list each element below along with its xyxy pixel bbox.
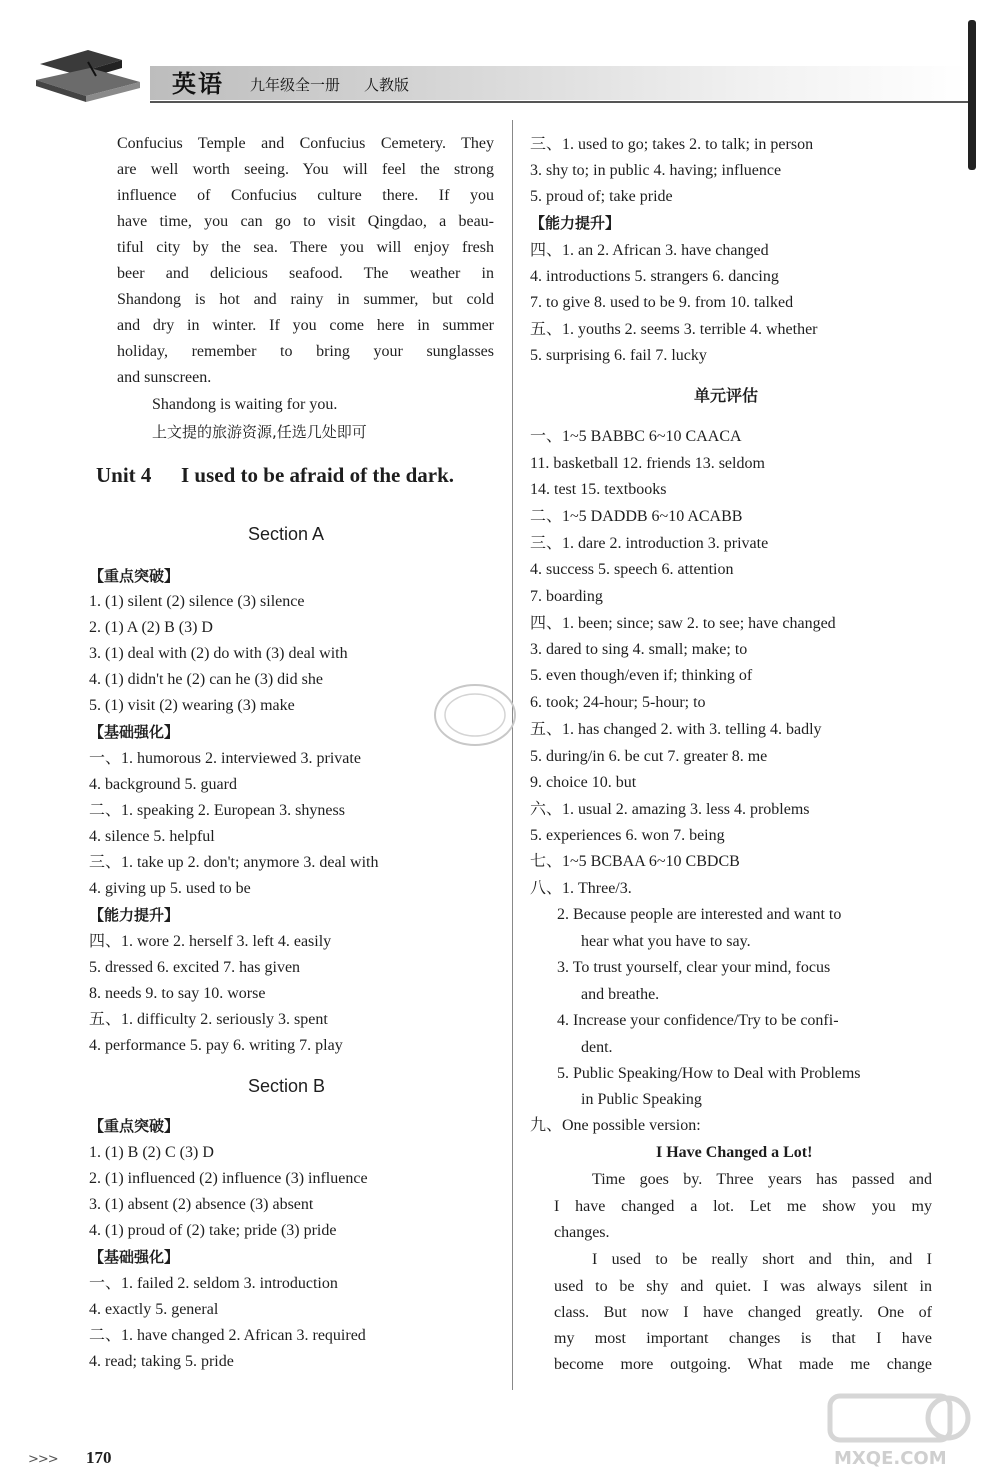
header-grade: 九年级全一册 — [250, 76, 341, 94]
answer-line: 4. exactly 5. general — [89, 1301, 219, 1318]
stamp-icon — [432, 680, 518, 750]
answer-line: 四、1. wore 2. herself 3. left 4. easily — [89, 933, 332, 950]
answer-line: 5. (1) visit (2) wearing (3) make — [89, 697, 295, 714]
paragraph-line: tiful city by the sea. There you will enjoy fresh — [117, 239, 494, 256]
answer-line: 4. introductions 5. strangers 6. dancing — [530, 268, 779, 285]
answer-line: 5. experiences 6. won 7. being — [530, 827, 725, 844]
answer-line: 2. Because people are interested and want to — [557, 906, 842, 923]
answer-line: 1. (1) B (2) C (3) D — [89, 1144, 214, 1161]
tag-basic: 【基础强化】 — [89, 1248, 180, 1266]
tag-basic: 【基础强化】 — [89, 723, 180, 741]
essay-line: I have changed a lot. Let me show you my — [554, 1198, 932, 1215]
header-subject: 英语 — [172, 70, 224, 98]
answer-line: 三、1. used to go; takes 2. to talk; in person — [530, 136, 814, 153]
answer-line: 1. (1) silent (2) silence (3) silence — [89, 593, 305, 610]
paragraph-line: are well worth seeing. You will feel the strong — [117, 161, 494, 178]
tag-ability: 【能力提升】 — [530, 214, 621, 232]
answer-line: 4. performance 5. pay 6. writing 7. play — [89, 1037, 343, 1054]
header-edition: 人教版 — [364, 76, 410, 94]
answer-line: 2. (1) A (2) B (3) D — [89, 619, 213, 636]
answer-line: 九、One possible version: — [530, 1117, 701, 1134]
answer-line: in Public Speaking — [581, 1091, 702, 1108]
answer-line: 7. boarding — [530, 588, 603, 605]
paragraph-line: beer and delicious seafood. The weather in — [117, 265, 494, 282]
answer-line: 一、1. failed 2. seldom 3. introduction — [89, 1275, 338, 1292]
answer-line: 八、1. Three/3. — [530, 880, 632, 897]
essay-title: I Have Changed a Lot! — [656, 1144, 813, 1161]
tag-ability: 【能力提升】 — [89, 906, 180, 924]
paragraph-closing: Shandong is waiting for you. — [152, 396, 338, 413]
answer-line: 三、1. take up 2. don't; anymore 3. deal with — [89, 854, 379, 871]
page-arrows-icon: >>> — [28, 1452, 58, 1467]
watermark-logo-icon — [826, 1392, 976, 1472]
unit-title: I used to be afraid of the dark. — [181, 463, 455, 487]
textbook-logo-icon — [30, 42, 160, 102]
answer-line: 5. even though/even if; thinking of — [530, 667, 753, 684]
answer-line: 5. Public Speaking/How to Deal with Problems — [557, 1065, 861, 1082]
essay-line: Time goes by. Three years has passed and — [592, 1171, 932, 1188]
svg-text:MXQE.COM: MXQE.COM — [834, 1448, 947, 1469]
answer-line: 8. needs 9. to say 10. worse — [89, 985, 266, 1002]
answer-line: 11. basketball 12. friends 13. seldom — [530, 455, 765, 472]
page-edge-mark — [968, 20, 976, 170]
essay-line: I used to be really short and thin, and I — [592, 1251, 932, 1268]
answer-line: 7. to give 8. used to be 9. from 10. talked — [530, 294, 794, 311]
section-b-heading: Section B — [248, 1076, 326, 1096]
essay-line: my most important changes is that I have — [554, 1330, 932, 1347]
answer-line: 四、1. been; since; saw 2. to see; have changed — [530, 615, 836, 632]
answer-line: and breathe. — [581, 986, 660, 1003]
answer-line: 四、1. an 2. African 3. have changed — [530, 242, 769, 259]
answer-line: 3. To trust yourself, clear your mind, focus — [557, 959, 831, 976]
paragraph-line: holiday, remember to bring your sunglasses — [117, 343, 494, 360]
tag-key-points: 【重点突破】 — [89, 567, 180, 585]
answer-line: 4. silence 5. helpful — [89, 828, 215, 845]
paragraph-line: and dry in winter. If you come here in summer — [117, 317, 494, 334]
answer-line: 5. proud of; take pride — [530, 188, 673, 205]
essay-line: changes. — [554, 1224, 610, 1241]
answer-line: 4. success 5. speech 6. attention — [530, 561, 734, 578]
answer-note: 上文提的旅游资源,任选几处即可 — [152, 423, 367, 441]
answer-line: 二、1. have changed 2. African 3. required — [89, 1327, 366, 1344]
answer-line: 6. took; 24-hour; 5-hour; to — [530, 694, 706, 711]
answer-line: 5. during/in 6. be cut 7. greater 8. me — [530, 748, 768, 765]
answer-line: 9. choice 10. but — [530, 774, 637, 791]
answer-line: 三、1. dare 2. introduction 3. private — [530, 535, 769, 552]
essay-line: become more outgoing. What made me change — [554, 1356, 932, 1373]
answer-line: 3. (1) deal with (2) do with (3) deal with — [89, 645, 348, 662]
column-divider — [512, 120, 513, 1390]
answer-line: 二、1~5 DADDB 6~10 ACABB — [530, 508, 743, 525]
answer-line: 3. dared to sing 4. small; make; to — [530, 641, 748, 658]
paragraph-line: have time, you can go to visit Qingdao, a beau- — [117, 213, 494, 230]
paragraph-line: and sunscreen. — [117, 369, 212, 386]
answer-line: 5. dressed 6. excited 7. has given — [89, 959, 301, 976]
answer-line: 3. (1) absent (2) absence (3) absent — [89, 1196, 314, 1213]
answer-line: 14. test 15. textbooks — [530, 481, 667, 498]
answer-line: 4. (1) didn't he (2) can he (3) did she — [89, 671, 323, 688]
answer-line: 4. (1) proud of (2) take; pride (3) pride — [89, 1222, 337, 1239]
answer-line: 七、1~5 BCBAA 6~10 CBDCB — [530, 853, 740, 870]
unit-label: Unit 4 — [96, 463, 152, 487]
answer-line: 2. (1) influenced (2) influence (3) influence — [89, 1170, 368, 1187]
answer-line: 3. shy to; in public 4. having; influence — [530, 162, 782, 179]
unit-evaluation-heading: 单元评估 — [694, 386, 759, 405]
answer-line: 4. background 5. guard — [89, 776, 237, 793]
answer-line: 一、1. humorous 2. interviewed 3. private — [89, 750, 361, 767]
paragraph-line: Confucius Temple and Confucius Cemetery. They — [117, 135, 494, 152]
answer-line: 二、1. speaking 2. European 3. shyness — [89, 802, 345, 819]
paragraph-line: Shandong is hot and rainy in summer, but cold — [117, 291, 494, 308]
answer-line: 五、1. has changed 2. with 3. telling 4. badly — [530, 721, 822, 738]
section-a-heading: Section A — [248, 524, 325, 544]
page-number: 170 — [86, 1448, 112, 1467]
answer-line: 一、1~5 BABBC 6~10 CAACA — [530, 428, 742, 445]
answer-line: 4. Increase your confidence/Try to be confi- — [557, 1012, 839, 1029]
answer-line: 4. read; taking 5. pride — [89, 1353, 234, 1370]
essay-line: used to be shy and quiet. I was always silent in — [554, 1278, 932, 1295]
answer-line: dent. — [581, 1039, 613, 1056]
essay-line: class. But now I have changed greatly. One of — [554, 1304, 932, 1321]
tag-key-points: 【重点突破】 — [89, 1117, 180, 1135]
answer-line: 五、1. youths 2. seems 3. terrible 4. whether — [530, 321, 818, 338]
answer-line: 六、1. usual 2. amazing 3. less 4. problems — [530, 801, 810, 818]
paragraph-line: influence of Confucius culture there. If you — [117, 187, 494, 204]
answer-line: 5. surprising 6. fail 7. lucky — [530, 347, 707, 364]
answer-line: 4. giving up 5. used to be — [89, 880, 251, 897]
answer-line: 五、1. difficulty 2. seriously 3. spent — [89, 1011, 328, 1028]
answer-line: hear what you have to say. — [581, 933, 751, 950]
header-rule — [150, 101, 975, 103]
